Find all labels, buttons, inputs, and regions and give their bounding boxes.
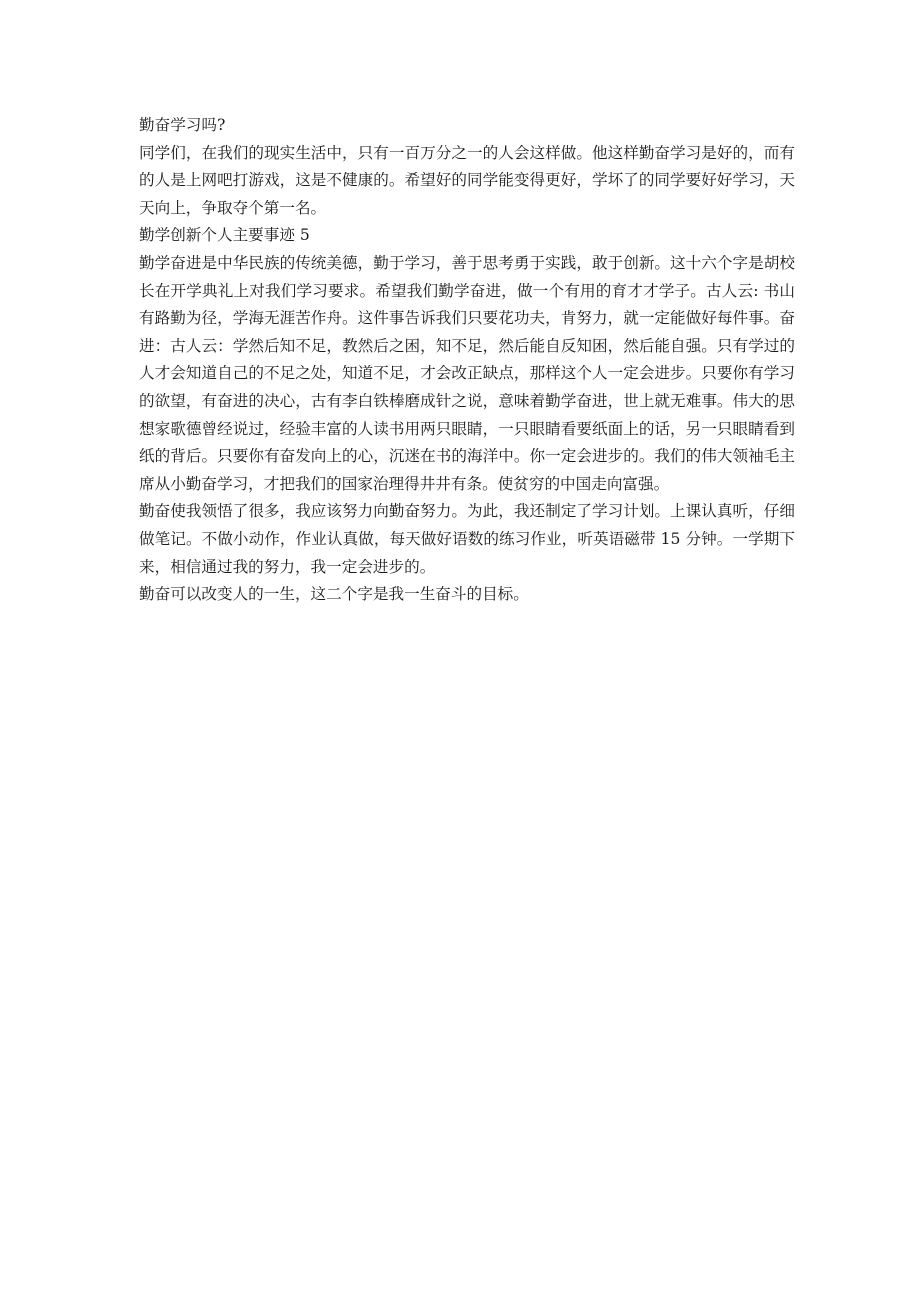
paragraph-classmates: 同学们，在我们的现实生活中，只有一百万分之一的人会这样做。他这样勤奋学习是好的，而有的人是上网吧打游戏，这是不健康的。希望好的同学能变得更好，学坏了的同学要好好学习，天天向上，争取夺个第一名。 xyxy=(139,143,795,217)
document-body xyxy=(139,112,795,609)
paragraph-study-plan: 勤奋使我领悟了很多，我应该努力向勤奋努力。为此，我还制定了学习计划。上课认真听，仔细做笔记。不做小动作，作业认真做，每天做好语数的练习作业，听英语磁带 15 分钟。一学期下来，相信通过我的努力，我一定会进步的。 xyxy=(139,502,795,576)
section-heading: 勤学创新个人主要事迹 5 xyxy=(139,226,310,245)
paragraph-question: 勤奋学习吗? xyxy=(139,116,226,134)
paragraph-conclusion: 勤奋可以改变人的一生，这二个字是我一生奋斗的目标。 xyxy=(139,585,529,604)
paragraph-diligence-virtue: 勤学奋进是中华民族的传统美德，勤于学习，善于思考勇于实践，敢于创新。这十六个字是胡校长在开学典礼上对我们学习要求。希望我们勤学奋进，做一个有用的育才才学子。古人云: 书山有路勤为径，学海无涯苦作舟。这件事告诉我们只要花功夫，肯努力，就一定能做好每件事。奋进：古人云：学然后知不足，教然后之困，知不足，然后能自反知困，然后能自强。只有学过的人才会知道自己的不足之处，知道不足，才会改正缺点，那样这个人一定会进步。只要你有学习的欲望，有奋进的决心，古有李白铁棒磨成针之说，意味着勤学奋进，世上就无难事。伟大的思想家歌德曾经说过，经验丰富的人读书用两只眼睛，一只眼睛看要纸面上的话，另一只眼睛看到纸的背后。只要你有奋发向上的心，沉迷在书的海洋中。你一定会进步的。我们的伟大领袖毛主席从小勤奋学习，才把我们的国家治理得井井有条。使贫穷的中国走向富强。 xyxy=(139,253,795,493)
